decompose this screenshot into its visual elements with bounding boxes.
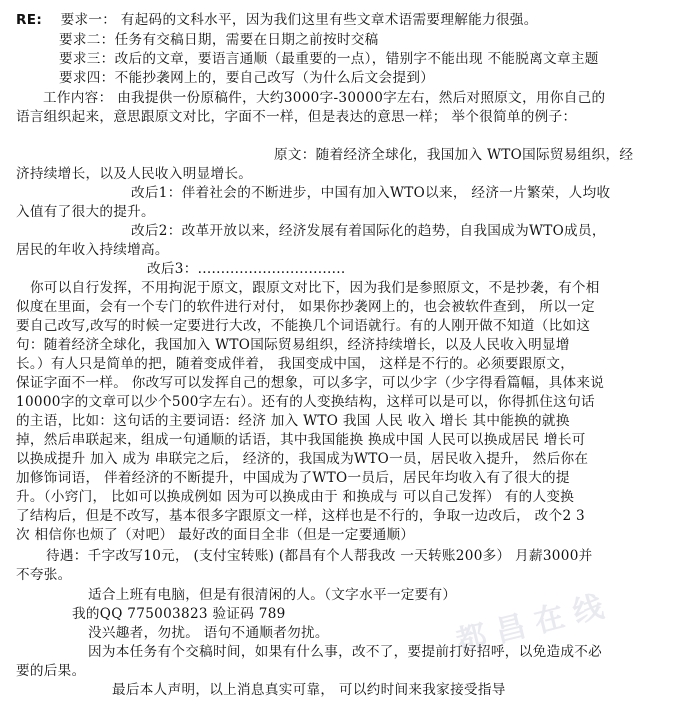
revision-2-line-2: 居民的年收入持续增高。 <box>16 242 169 258</box>
requirement-2: 要求二：任务有交稿日期，需要在日期之前按时交稿 <box>59 32 379 48</box>
no-interest-notice: 没兴趣者，勿扰。 语句不通顺者勿扰。 <box>88 625 329 641</box>
para-line-8: 的主语，比如：这句话的主要词语：经济 加入 WTO 我国 人民 收入 增长 其中能换的就换 <box>16 413 570 429</box>
para-line-7: 10000字的文章可以少个500字左右）。还有的人变换结构，这样可以是可以，你得抓住这句话 <box>16 394 595 410</box>
work-content-line-2: 语言组织起来，意思跟原文对比，字面不一样，但是表达的意思一样； 举个很简单的例子： <box>16 109 577 125</box>
original-line-2: 济持续增长，以及人民收入明显增长。 <box>16 166 253 182</box>
para-line-11: 加修饰词语， 伴着经济的不断提升，中国成为了WTO一员后，居民年均收入有了很大的提 <box>16 470 570 486</box>
watermark: 都昌在线 <box>452 587 617 660</box>
para-line-5: 长。）有人只是简单的把，随着变成伴着， 我国变成中国， 这样是不行的。必须要跟原文， <box>16 356 575 372</box>
revision-2-line-1: 改后2：改革开放以来，经济发展有着国际化的趋势，自我国成为WTO成员， <box>131 223 606 239</box>
para-line-14: 次 相信你也烦了（对吧） 最好改的面目全非（但是一定要通顺） <box>16 527 415 543</box>
requirement-3: 要求三：改后的文章，要语言通顺（最重要的一点），错别字不能出现 不能脱离文章主题 <box>59 51 599 67</box>
deadline-line-1: 因为本任务有个交稿时间，如果有什么事，改不了，要提前打好招呼，以免造成不必 <box>88 644 603 660</box>
para-line-10: 以换成提升 加入 成为 串联完之后， 经济的，我国成为WTO一员，居民收入提升， 然后你在 <box>16 451 589 467</box>
deadline-line-2: 要的后果。 <box>16 663 86 679</box>
re-label: RE: <box>16 12 43 28</box>
para-line-1: 你可以自行发挥，不用拘泥于原文，跟原文对比下，因为我们是参照原文，不是抄袭，有个相 <box>30 280 600 296</box>
requirement-4: 要求四：不能抄袭网上的，要自己改写（为什么后文会提到） <box>59 70 435 86</box>
para-line-12: 升。（小窍门， 比如可以换成例如 因为可以换成由于 和换成与 可以自己发挥） 有的人变换 <box>16 489 575 505</box>
pay-line-2: 不夸张。 <box>16 567 72 583</box>
para-line-4: 句：随着经济全球化，我国加入 WTO国际贸易组织，经济持续增长，以及人民收入明显增 <box>16 337 570 353</box>
qq-contact: 我的QQ 775003823 验证码 789 <box>72 606 286 622</box>
pay-line-1: 待遇：千字改写10元， (支付宝转账) (都昌有个人帮我改 一天转账200多） 月薪3000并 <box>46 548 593 564</box>
para-line-6: 保证字面不一样。 你改写可以发挥自己的想象，可以多字，可以少字（少字得看篇幅，具体来说 <box>16 375 605 391</box>
revision-1-line-2: 入值有了很大的提升。 <box>16 204 155 220</box>
requirement-1 <box>16 10 686 30</box>
final-statement: 最后本人声明，以上消息真实可靠， 可以约时间来我家接受指导 <box>112 682 506 698</box>
revision-1-line-1: 改后1：伴着社会的不断进步，中国有加入WTO以来， 经济一片繁荣，人均收 <box>131 185 611 201</box>
suitable-people: 适合上班有电脑，但是有很清闲的人。（文字水平一定要有） <box>88 587 457 603</box>
para-line-3: 要自己改写,改写的时候一定要进行大改，不能换几个词语就行。有的人刚开做不知道（比如这 <box>16 318 591 334</box>
work-content-line-1: 工作内容： 由我提供一份原稿件，大约3000字-30000字左右，然后对照原文，用你自己的 <box>43 90 606 106</box>
original-line-1: 原文：随着经济全球化，我国加入 WTO国际贸易组织，经 <box>274 147 634 163</box>
revision-3: 改后3：................................ <box>147 261 346 277</box>
para-line-2: 似度在里面，会有一个专门的软件进行对付， 如果你抄袭网上的，也会被软件查到， 所以一定 <box>16 299 595 315</box>
para-line-9: 掉，然后串联起来，组成一句通顺的话语，其中我国能换 换成中国 人民可以换成居民 增长可 <box>16 432 586 448</box>
para-line-13: 了结构后，但是不改写，基本很多字跟原文一样，这样也是不行的，争取一边改后， 改个2 3 <box>16 508 585 524</box>
requirement-1-text: 要求一： 有起码的文科水平，因为我们这里有些文章术语需要理解能力很强。 <box>60 12 538 28</box>
